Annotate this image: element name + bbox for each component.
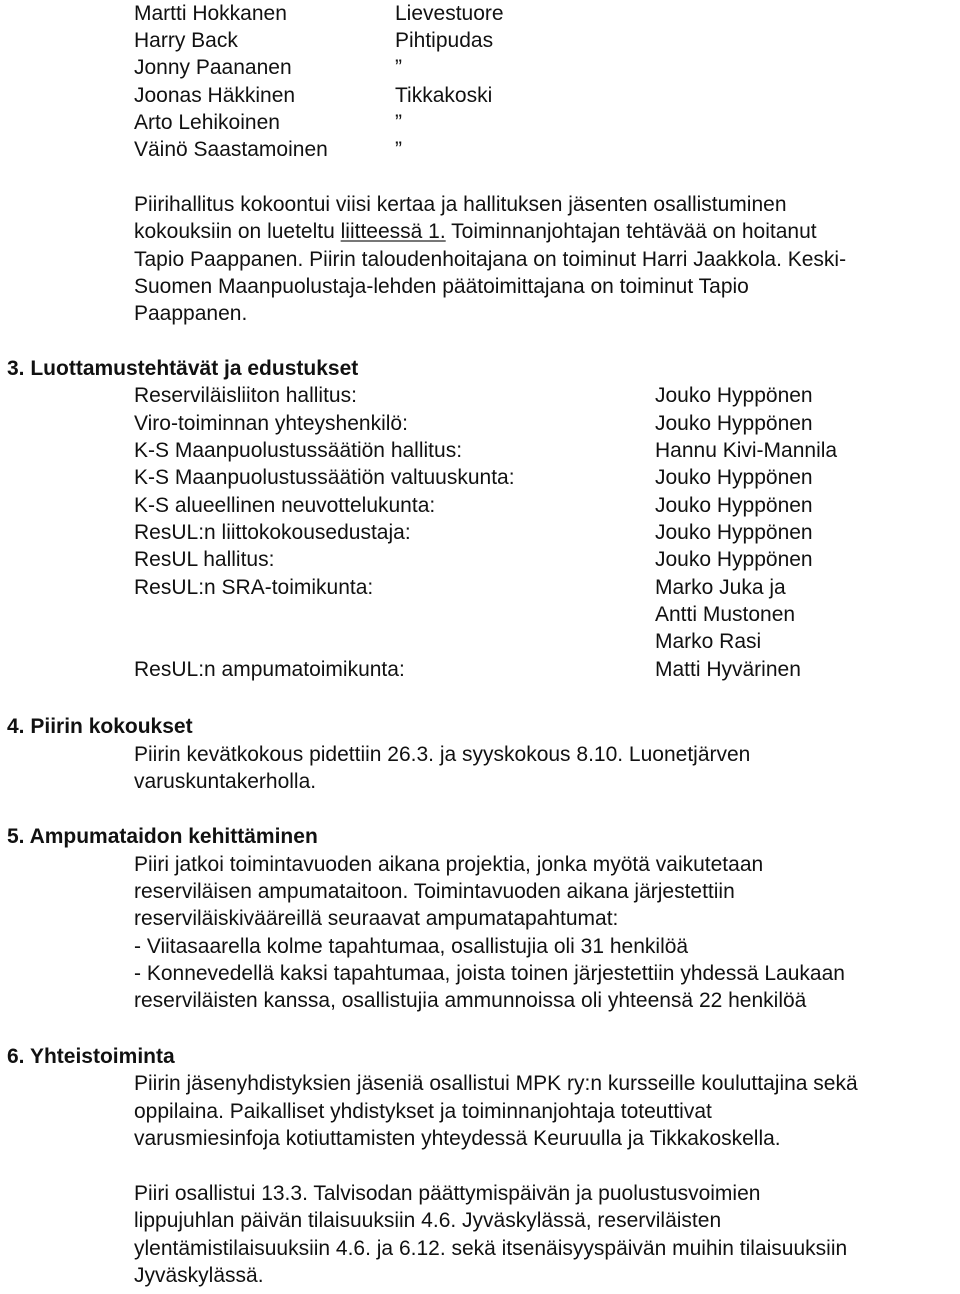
text-line: reserviläisen ampumataitoon. Toimintavuoden aikana järjestettiin [134,880,735,903]
role-label: ResUL hallitus: [134,548,275,571]
role-holder: Marko Rasi [655,630,762,653]
text-line: oppilaina. Paikalliset yhdistykset ja toiminnanjohtaja toteuttivat [134,1100,712,1123]
role-label: ResUL:n liittokokousedustaja: [134,521,411,544]
text-line: Jyväskylässä. [134,1264,264,1287]
role-holder: Jouko Hyppönen [655,494,813,517]
member-place: ” [395,111,402,134]
role-holder: Marko Juka ja [655,576,786,599]
section-heading: 3. Luottamustehtävät ja edustukset [7,357,359,380]
role-holder: Antti Mustonen [655,603,796,626]
member-name: Joonas Häkkinen [134,84,296,107]
member-place: ” [395,56,402,79]
member-name: Väinö Saastamoinen [134,138,328,161]
role-holder: Matti Hyvärinen [655,658,801,681]
member-place: Tikkakoski [395,84,493,107]
role-label: ResUL:n SRA-toimikunta: [134,576,374,599]
list-item: - Viitasaarella kolme tapahtumaa, osallistujia oli 31 henkilöä [134,935,689,958]
role-holder: Jouko Hyppönen [655,521,813,544]
member-name: Jonny Paananen [134,56,292,79]
role-label: K-S alueellinen neuvottelukunta: [134,494,436,517]
member-place: Lievestuore [395,2,504,25]
text-line: ylentämistilaisuuksiin 4.6. ja 6.12. sekä itsenäisyyspäivän muihin tilaisuuksiin [134,1237,848,1260]
list-item: - Konnevedellä kaksi tapahtumaa, joista toinen järjestettiin yhdessä Laukaan [134,962,845,985]
text-fragment: Toiminnanjohtajan tehtävää on hoitanut [445,220,817,243]
member-place: Pihtipudas [395,29,494,52]
role-holder: Jouko Hyppönen [655,466,813,489]
section-heading: 5. Ampumataidon kehittäminen [7,825,318,848]
member-name: Martti Hokkanen [134,2,287,25]
text-line: Paappanen. [134,302,248,325]
section-heading: 4. Piirin kokoukset [7,715,193,738]
text-line: reserviläiskivääreillä seuraavat ampumatapahtumat: [134,907,619,930]
section-heading: 6. Yhteistoiminta [7,1045,175,1068]
role-holder: Jouko Hyppönen [655,412,813,435]
text-line: Piiri jatkoi toimintavuoden aikana projektia, jonka myötä vaikutetaan [134,853,764,876]
text-line: reserviläisten kanssa, osallistujia ammunnoissa oli yhteensä 22 henkilöä [134,989,807,1012]
text-line: Tapio Paappanen. Piirin taloudenhoitajana on toiminut Harri Jaakkola. Keski- [134,248,847,271]
role-label: Viro-toiminnan yhteyshenkilö: [134,412,408,435]
text-line: Piirin jäsenyhdistyksien jäseniä osallistui MPK ry:n kursseille kouluttajina sekä [134,1072,858,1095]
role-label: Reserviläisliiton hallitus: [134,384,357,407]
role-label: K-S Maanpuolustussäätiön valtuuskunta: [134,466,515,489]
text-line: varuskuntakerholla. [134,770,317,793]
member-name: Arto Lehikoinen [134,111,280,134]
text-line: varusmiesinfoja kotiuttamisten yhteydessä Keuruulla ja Tikkakoskella. [134,1127,781,1150]
role-holder: Jouko Hyppönen [655,384,813,407]
text-fragment: kokouksiin on lueteltu [134,220,341,243]
role-label: K-S Maanpuolustussäätiön hallitus: [134,439,463,462]
role-holder: Hannu Kivi-Mannila [655,439,838,462]
member-name: Harry Back [134,29,238,52]
appendix-1-link[interactable]: liitteessä 1. [340,220,446,243]
text-line: Piiri osallistui 13.3. Talvisodan päättymispäivän ja puolustusvoimien [134,1182,761,1205]
member-place: ” [395,138,402,161]
text-line: Piirin kevätkokous pidettiin 26.3. ja syyskokous 8.10. Luonetjärven [134,743,751,766]
role-label: ResUL:n ampumatoimikunta: [134,658,405,681]
text-line: lippujuhlan päivän tilaisuuksiin 4.6. Jyväskylässä, reserviläisten [134,1209,722,1232]
role-holder: Jouko Hyppönen [655,548,813,571]
text-line: Piirihallitus kokoontui viisi kertaa ja hallituksen jäsenten osallistuminen [134,193,787,216]
text-line: Suomen Maanpuolustaja-lehden päätoimittajana on toiminut Tapio [134,275,749,298]
text-line [134,218,817,245]
